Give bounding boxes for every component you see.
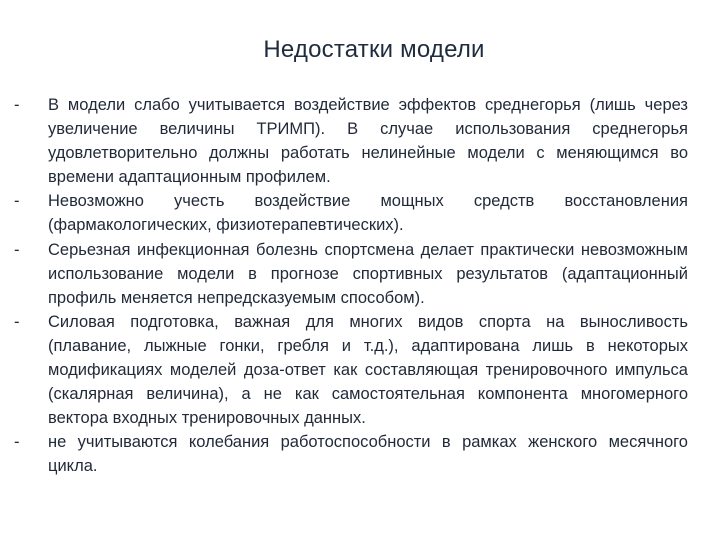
bullet-list bbox=[14, 93, 688, 479]
list-item-text: Силовая подготовка, важная для многих видов спорта на выносливость (плавание, лыжные гонки, гребля и т.д.), адаптирована лишь в некоторых модификациях моделей доза-ответ как составляющая тренировочного импульса (скалярная величина), а не как самостоятельная компонента многомерного вектора входных тренировочных данных. bbox=[48, 312, 688, 428]
dash-bullet: - bbox=[14, 312, 20, 331]
slide-title: Недостатки модели bbox=[263, 36, 485, 63]
dash-bullet: - bbox=[14, 433, 20, 452]
dash-bullet: - bbox=[14, 96, 20, 114]
dash-bullet: - bbox=[14, 192, 20, 211]
list-item-text: В модели слабо учитывается воздействие эффектов среднегорья (лишь через увеличение величины ТРИМП). В случае использования среднегорья удовлетворительно должны работать нелинейные модели с меняющимся во времени адаптационным профилем. bbox=[48, 96, 688, 187]
list-item bbox=[14, 430, 688, 478]
list-item-text: не учитываются колебания работоспособности в рамках женского месячного цикла. bbox=[48, 433, 688, 476]
list-item-text: Серьезная инфекционная болезнь спортсмена делает практически невозможным использование модели в прогнозе спортивных результатов (адаптационный профиль меняется непредсказуемым способом). bbox=[48, 240, 688, 307]
dash-bullet: - bbox=[14, 240, 20, 259]
list-item bbox=[14, 93, 688, 189]
list-item bbox=[14, 310, 688, 430]
list-item bbox=[14, 238, 688, 310]
list-item bbox=[14, 189, 688, 237]
list-item-text: Невозможно учесть воздействие мощных средств восстановления (фармакологических, физиотерапевтических). bbox=[48, 192, 688, 235]
